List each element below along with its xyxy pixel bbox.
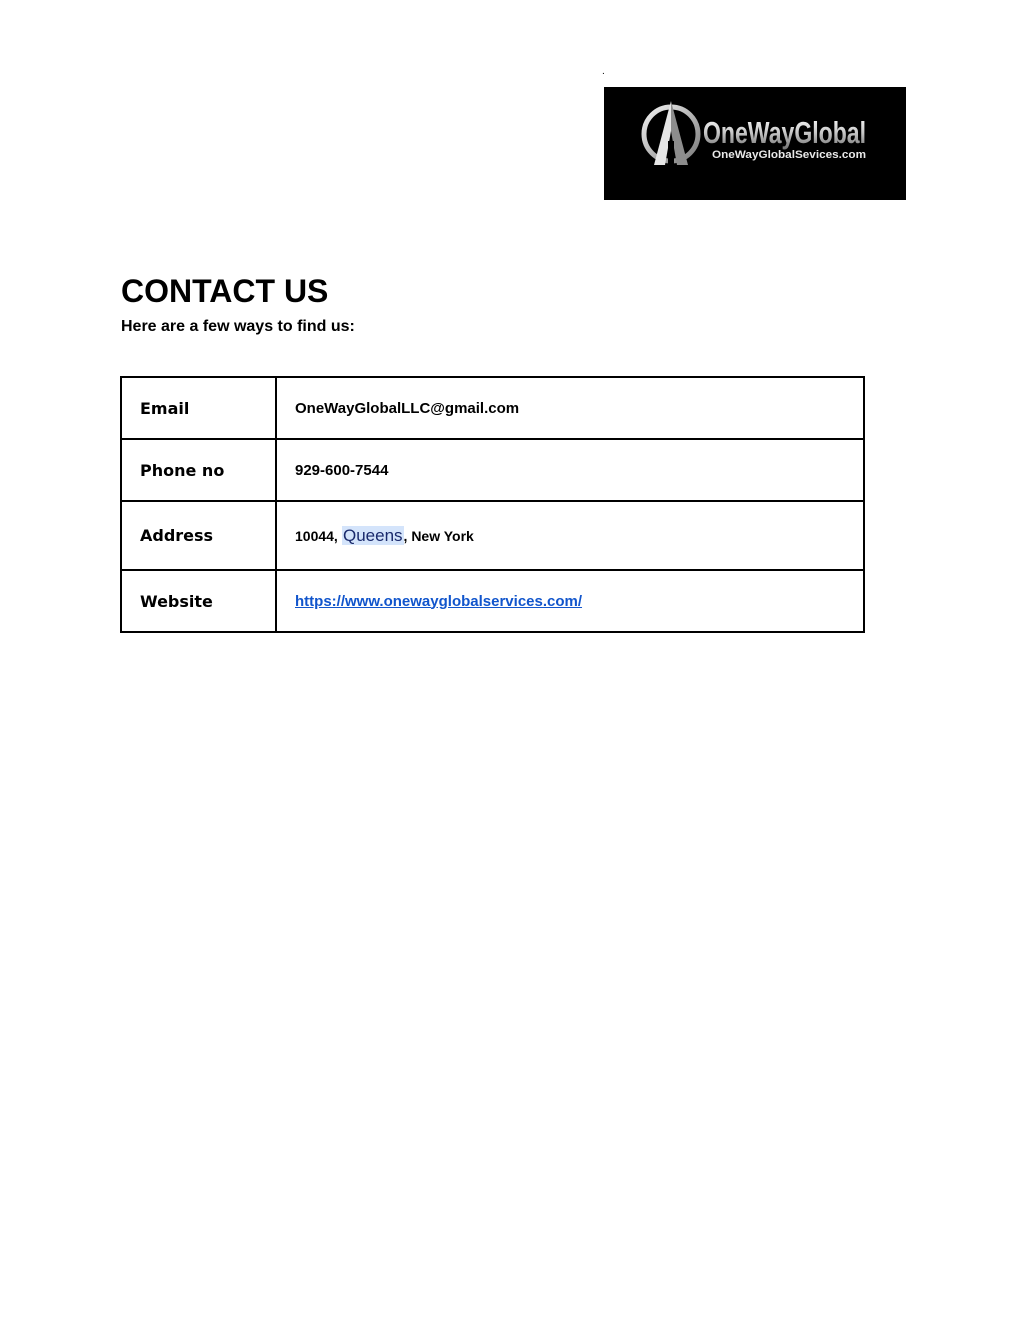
- page-title: CONTACT US: [121, 273, 329, 309]
- contact-row-phone: [121, 439, 864, 501]
- phone-value[interactable]: 929-600-7544: [295, 461, 389, 479]
- logo-brand-text: OneWayGlobal: [703, 115, 866, 150]
- email-label: Email: [121, 377, 276, 439]
- email-value[interactable]: OneWayGlobalLLC@gmail.com: [295, 399, 520, 417]
- contact-row-website: [121, 570, 864, 632]
- contact-row-address: [121, 501, 864, 570]
- email-value-cell: [276, 377, 864, 439]
- logo-emblem-icon: [644, 101, 698, 165]
- company-logo: [604, 87, 906, 200]
- website-label: Website: [121, 570, 276, 632]
- website-value-cell: [276, 570, 864, 632]
- address-label: Address: [121, 501, 276, 570]
- address-zip: 10044,: [295, 527, 338, 544]
- logo-domain-text: OneWayGlobalSevices.com: [712, 149, 867, 161]
- page-subtitle: Here are a few ways to find us:: [121, 318, 355, 335]
- logo-graphic: [604, 87, 906, 200]
- contact-table: [120, 376, 865, 633]
- phone-value-cell: [276, 439, 864, 501]
- address-city: Queens: [343, 525, 403, 545]
- contact-row-email: [121, 377, 864, 439]
- website-link[interactable]: https://www.onewayglobalservices.com/: [295, 592, 583, 610]
- address-value-cell: [276, 501, 864, 570]
- page-marker: .: [602, 66, 605, 77]
- phone-label: Phone no: [121, 439, 276, 501]
- address-state: , New York: [403, 527, 474, 544]
